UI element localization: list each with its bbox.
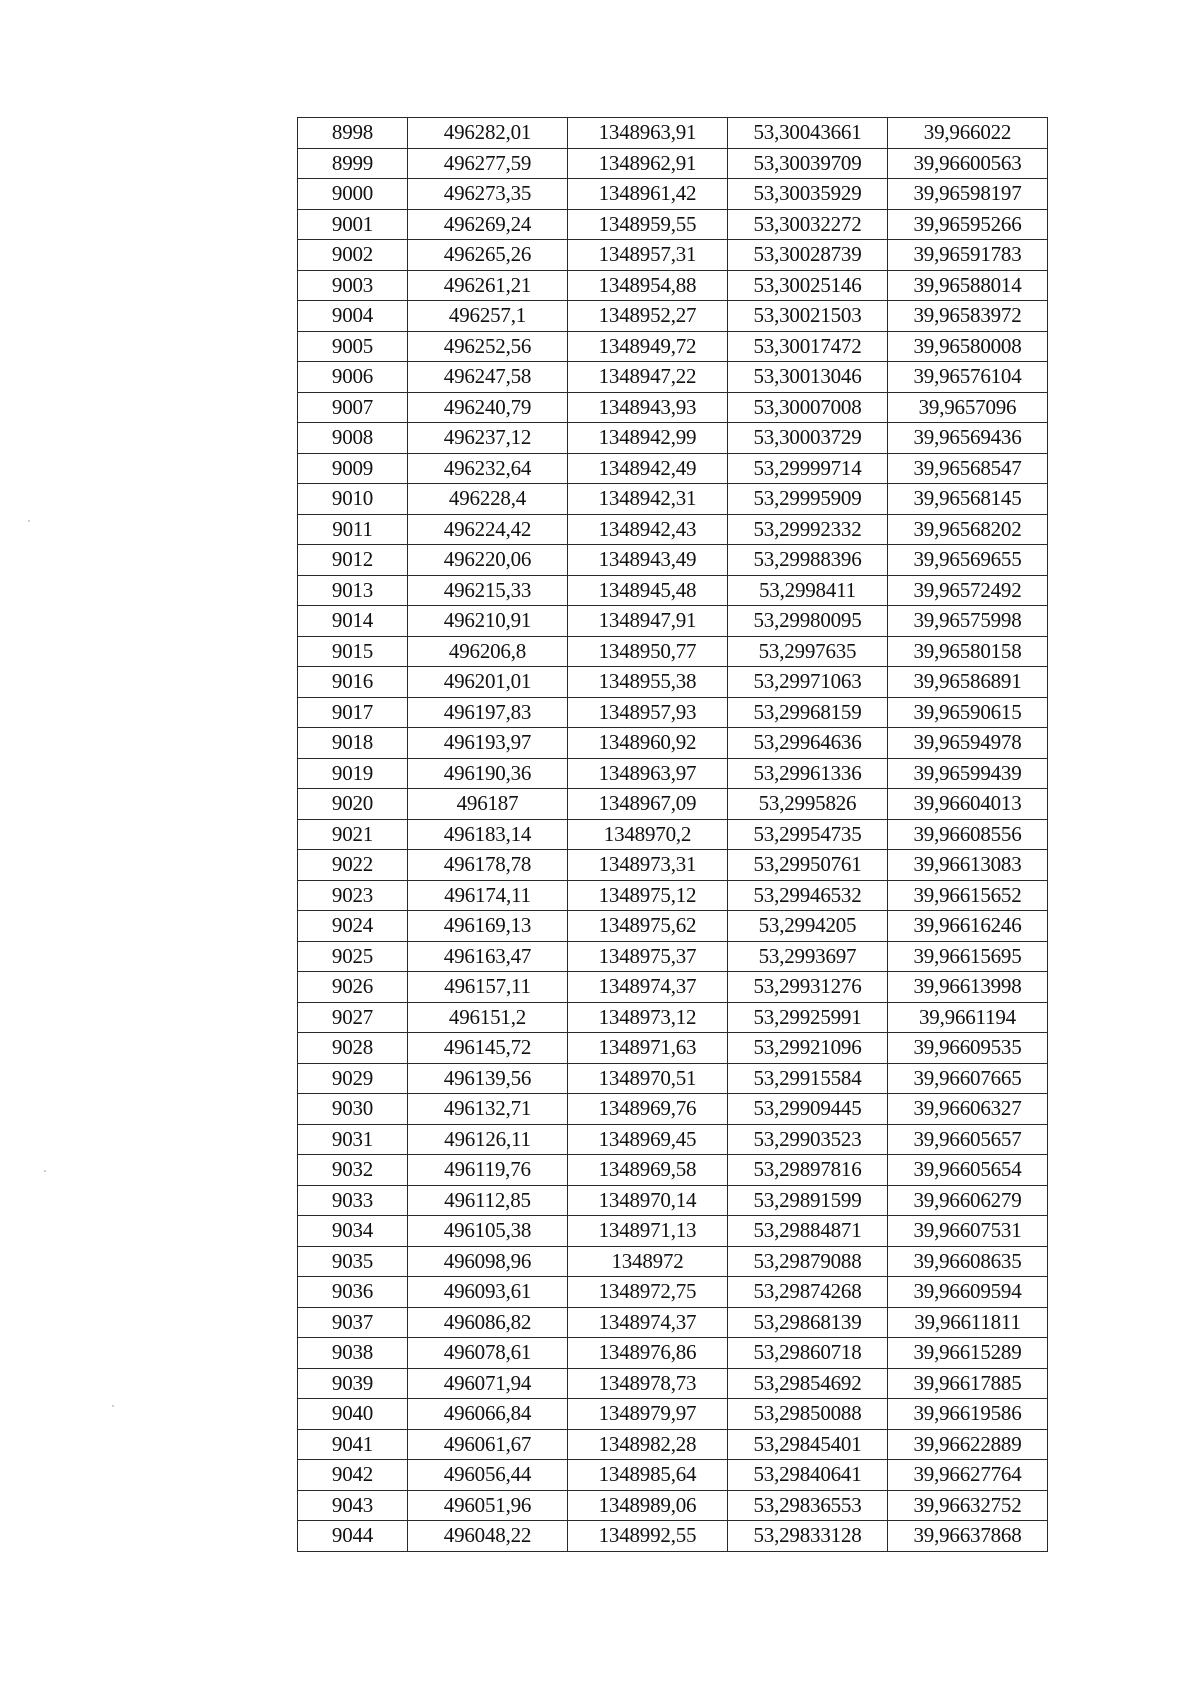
latitude-cell: 53,29874268 [728,1277,888,1308]
y-coordinate-cell: 1348972 [568,1246,728,1277]
longitude-cell: 39,96632752 [888,1490,1048,1521]
point-number-cell: 9033 [298,1185,408,1216]
latitude-cell: 53,29971063 [728,667,888,698]
point-number-cell: 9000 [298,179,408,210]
longitude-cell: 39,96568547 [888,453,1048,484]
x-coordinate-cell: 496224,42 [408,514,568,545]
y-coordinate-cell: 1348955,38 [568,667,728,698]
x-coordinate-cell: 496098,96 [408,1246,568,1277]
point-number-cell: 9011 [298,514,408,545]
point-number-cell: 9004 [298,301,408,332]
x-coordinate-cell: 496240,79 [408,392,568,423]
point-number-cell: 9023 [298,880,408,911]
point-number-cell: 9012 [298,545,408,576]
scan-speck [112,1405,114,1407]
x-coordinate-cell: 496145,72 [408,1033,568,1064]
table-row [298,1185,1048,1216]
point-number-cell: 9042 [298,1460,408,1491]
longitude-cell: 39,96572492 [888,575,1048,606]
table-row [298,240,1048,271]
longitude-cell: 39,96569655 [888,545,1048,576]
y-coordinate-cell: 1348975,12 [568,880,728,911]
y-coordinate-cell: 1348969,76 [568,1094,728,1125]
longitude-cell: 39,96609535 [888,1033,1048,1064]
table-row [298,1399,1048,1430]
x-coordinate-cell: 496193,97 [408,728,568,759]
x-coordinate-cell: 496237,12 [408,423,568,454]
table-row [298,697,1048,728]
y-coordinate-cell: 1348954,88 [568,270,728,301]
point-number-cell: 9027 [298,1002,408,1033]
x-coordinate-cell: 496247,58 [408,362,568,393]
point-number-cell: 9001 [298,209,408,240]
latitude-cell: 53,2998411 [728,575,888,606]
y-coordinate-cell: 1348985,64 [568,1460,728,1491]
latitude-cell: 53,29850088 [728,1399,888,1430]
longitude-cell: 39,96616246 [888,911,1048,942]
y-coordinate-cell: 1348945,48 [568,575,728,606]
latitude-cell: 53,29999714 [728,453,888,484]
latitude-cell: 53,29950761 [728,850,888,881]
point-number-cell: 9038 [298,1338,408,1369]
table-row [298,1246,1048,1277]
table-row [298,575,1048,606]
point-number-cell: 9010 [298,484,408,515]
latitude-cell: 53,29921096 [728,1033,888,1064]
x-coordinate-cell: 496169,13 [408,911,568,942]
y-coordinate-cell: 1348962,91 [568,148,728,179]
table-row [298,1155,1048,1186]
point-number-cell: 9014 [298,606,408,637]
latitude-cell: 53,30035929 [728,179,888,210]
table-row [298,941,1048,972]
y-coordinate-cell: 1348942,49 [568,453,728,484]
y-coordinate-cell: 1348947,22 [568,362,728,393]
point-number-cell: 9024 [298,911,408,942]
latitude-cell: 53,30032272 [728,209,888,240]
y-coordinate-cell: 1348971,13 [568,1216,728,1247]
x-coordinate-cell: 496157,11 [408,972,568,1003]
point-number-cell: 9019 [298,758,408,789]
latitude-cell: 53,30007008 [728,392,888,423]
longitude-cell: 39,96611811 [888,1307,1048,1338]
x-coordinate-cell: 496252,56 [408,331,568,362]
table-row [298,179,1048,210]
table-row [298,1429,1048,1460]
x-coordinate-cell: 496201,01 [408,667,568,698]
y-coordinate-cell: 1348949,72 [568,331,728,362]
table-row [298,1216,1048,1247]
point-number-cell: 9035 [298,1246,408,1277]
point-number-cell: 9028 [298,1033,408,1064]
y-coordinate-cell: 1348974,37 [568,972,728,1003]
longitude-cell: 39,96605657 [888,1124,1048,1155]
x-coordinate-cell: 496078,61 [408,1338,568,1369]
table-row [298,545,1048,576]
longitude-cell: 39,96599439 [888,758,1048,789]
longitude-cell: 39,96606279 [888,1185,1048,1216]
latitude-cell: 53,30039709 [728,148,888,179]
x-coordinate-cell: 496163,47 [408,941,568,972]
latitude-cell: 53,29833128 [728,1521,888,1552]
longitude-cell: 39,966022 [888,118,1048,149]
x-coordinate-cell: 496261,21 [408,270,568,301]
latitude-cell: 53,29840641 [728,1460,888,1491]
y-coordinate-cell: 1348943,49 [568,545,728,576]
latitude-cell: 53,30028739 [728,240,888,271]
longitude-cell: 39,96568202 [888,514,1048,545]
x-coordinate-cell: 496151,2 [408,1002,568,1033]
y-coordinate-cell: 1348979,97 [568,1399,728,1430]
table-row [298,819,1048,850]
longitude-cell: 39,96594978 [888,728,1048,759]
table-row [298,789,1048,820]
table-row [298,1033,1048,1064]
longitude-cell: 39,96619586 [888,1399,1048,1430]
table-row [298,301,1048,332]
latitude-cell: 53,30003729 [728,423,888,454]
point-number-cell: 9034 [298,1216,408,1247]
table-row [298,1094,1048,1125]
coordinates-table-body [298,118,1048,1552]
x-coordinate-cell: 496187 [408,789,568,820]
point-number-cell: 9029 [298,1063,408,1094]
y-coordinate-cell: 1348969,45 [568,1124,728,1155]
y-coordinate-cell: 1348942,43 [568,514,728,545]
longitude-cell: 39,96580158 [888,636,1048,667]
table-row [298,1521,1048,1552]
x-coordinate-cell: 496178,78 [408,850,568,881]
longitude-cell: 39,96607665 [888,1063,1048,1094]
point-number-cell: 9016 [298,667,408,698]
latitude-cell: 53,29868139 [728,1307,888,1338]
y-coordinate-cell: 1348959,55 [568,209,728,240]
x-coordinate-cell: 496183,14 [408,819,568,850]
y-coordinate-cell: 1348970,51 [568,1063,728,1094]
x-coordinate-cell: 496220,06 [408,545,568,576]
table-row [298,880,1048,911]
scan-speck [44,1170,46,1172]
table-row [298,728,1048,759]
table-row [298,850,1048,881]
latitude-cell: 53,29925991 [728,1002,888,1033]
longitude-cell: 39,96600563 [888,148,1048,179]
table-row [298,1063,1048,1094]
y-coordinate-cell: 1348974,37 [568,1307,728,1338]
point-number-cell: 9008 [298,423,408,454]
latitude-cell: 53,29845401 [728,1429,888,1460]
x-coordinate-cell: 496265,26 [408,240,568,271]
latitude-cell: 53,29836553 [728,1490,888,1521]
latitude-cell: 53,29909445 [728,1094,888,1125]
longitude-cell: 39,96615695 [888,941,1048,972]
point-number-cell: 9015 [298,636,408,667]
table-row [298,636,1048,667]
x-coordinate-cell: 496269,24 [408,209,568,240]
latitude-cell: 53,29931276 [728,972,888,1003]
y-coordinate-cell: 1348975,62 [568,911,728,942]
point-number-cell: 8999 [298,148,408,179]
table-row [298,118,1048,149]
longitude-cell: 39,96569436 [888,423,1048,454]
table-row [298,1460,1048,1491]
longitude-cell: 39,96604013 [888,789,1048,820]
x-coordinate-cell: 496277,59 [408,148,568,179]
y-coordinate-cell: 1348947,91 [568,606,728,637]
y-coordinate-cell: 1348992,55 [568,1521,728,1552]
point-number-cell: 9040 [298,1399,408,1430]
y-coordinate-cell: 1348973,31 [568,850,728,881]
point-number-cell: 9020 [298,789,408,820]
longitude-cell: 39,96627764 [888,1460,1048,1491]
point-number-cell: 9039 [298,1368,408,1399]
table-row [298,606,1048,637]
longitude-cell: 39,96608556 [888,819,1048,850]
longitude-cell: 39,9657096 [888,392,1048,423]
x-coordinate-cell: 496210,91 [408,606,568,637]
table-row [298,331,1048,362]
latitude-cell: 53,29860718 [728,1338,888,1369]
latitude-cell: 53,29988396 [728,545,888,576]
longitude-cell: 39,96598197 [888,179,1048,210]
y-coordinate-cell: 1348963,91 [568,118,728,149]
point-number-cell: 9043 [298,1490,408,1521]
point-number-cell: 9032 [298,1155,408,1186]
table-row [298,1002,1048,1033]
x-coordinate-cell: 496086,82 [408,1307,568,1338]
x-coordinate-cell: 496112,85 [408,1185,568,1216]
longitude-cell: 39,96568145 [888,484,1048,515]
y-coordinate-cell: 1348963,97 [568,758,728,789]
longitude-cell: 39,96580008 [888,331,1048,362]
longitude-cell: 39,96607531 [888,1216,1048,1247]
x-coordinate-cell: 496066,84 [408,1399,568,1430]
latitude-cell: 53,2995826 [728,789,888,820]
table-row [298,362,1048,393]
point-number-cell: 9018 [298,728,408,759]
x-coordinate-cell: 496139,56 [408,1063,568,1094]
table-row [298,484,1048,515]
x-coordinate-cell: 496105,38 [408,1216,568,1247]
y-coordinate-cell: 1348952,27 [568,301,728,332]
longitude-cell: 39,96613998 [888,972,1048,1003]
table-row [298,514,1048,545]
latitude-cell: 53,2997635 [728,636,888,667]
point-number-cell: 9026 [298,972,408,1003]
point-number-cell: 9013 [298,575,408,606]
x-coordinate-cell: 496061,67 [408,1429,568,1460]
longitude-cell: 39,96617885 [888,1368,1048,1399]
latitude-cell: 53,29968159 [728,697,888,728]
point-number-cell: 9006 [298,362,408,393]
table-row [298,1490,1048,1521]
y-coordinate-cell: 1348942,31 [568,484,728,515]
x-coordinate-cell: 496190,36 [408,758,568,789]
table-row [298,1307,1048,1338]
y-coordinate-cell: 1348942,99 [568,423,728,454]
latitude-cell: 53,29946532 [728,880,888,911]
longitude-cell: 39,96606327 [888,1094,1048,1125]
y-coordinate-cell: 1348976,86 [568,1338,728,1369]
latitude-cell: 53,29879088 [728,1246,888,1277]
table-row [298,758,1048,789]
table-row [298,1338,1048,1369]
point-number-cell: 9003 [298,270,408,301]
longitude-cell: 39,96591783 [888,240,1048,271]
scan-speck [28,520,30,522]
x-coordinate-cell: 496232,64 [408,453,568,484]
y-coordinate-cell: 1348967,09 [568,789,728,820]
y-coordinate-cell: 1348971,63 [568,1033,728,1064]
x-coordinate-cell: 496071,94 [408,1368,568,1399]
point-number-cell: 9025 [298,941,408,972]
y-coordinate-cell: 1348970,14 [568,1185,728,1216]
latitude-cell: 53,29961336 [728,758,888,789]
table-row [298,972,1048,1003]
point-number-cell: 9041 [298,1429,408,1460]
point-number-cell: 9037 [298,1307,408,1338]
x-coordinate-cell: 496257,1 [408,301,568,332]
longitude-cell: 39,96586891 [888,667,1048,698]
x-coordinate-cell: 496093,61 [408,1277,568,1308]
table-row [298,1368,1048,1399]
point-number-cell: 9007 [298,392,408,423]
latitude-cell: 53,2993697 [728,941,888,972]
table-row [298,392,1048,423]
point-number-cell: 9002 [298,240,408,271]
x-coordinate-cell: 496206,8 [408,636,568,667]
x-coordinate-cell: 496197,83 [408,697,568,728]
longitude-cell: 39,96609594 [888,1277,1048,1308]
latitude-cell: 53,30043661 [728,118,888,149]
longitude-cell: 39,96608635 [888,1246,1048,1277]
x-coordinate-cell: 496273,35 [408,179,568,210]
table-row [298,1124,1048,1155]
y-coordinate-cell: 1348989,06 [568,1490,728,1521]
y-coordinate-cell: 1348957,31 [568,240,728,271]
latitude-cell: 53,30025146 [728,270,888,301]
latitude-cell: 53,29854692 [728,1368,888,1399]
x-coordinate-cell: 496215,33 [408,575,568,606]
x-coordinate-cell: 496126,11 [408,1124,568,1155]
latitude-cell: 53,29995909 [728,484,888,515]
point-number-cell: 9031 [298,1124,408,1155]
y-coordinate-cell: 1348969,58 [568,1155,728,1186]
longitude-cell: 39,96583972 [888,301,1048,332]
longitude-cell: 39,96613083 [888,850,1048,881]
point-number-cell: 9017 [298,697,408,728]
x-coordinate-cell: 496119,76 [408,1155,568,1186]
latitude-cell: 53,29897816 [728,1155,888,1186]
table-row [298,209,1048,240]
point-number-cell: 9044 [298,1521,408,1552]
longitude-cell: 39,96595266 [888,209,1048,240]
latitude-cell: 53,30013046 [728,362,888,393]
table-row [298,423,1048,454]
latitude-cell: 53,29980095 [728,606,888,637]
y-coordinate-cell: 1348978,73 [568,1368,728,1399]
x-coordinate-cell: 496228,4 [408,484,568,515]
latitude-cell: 53,29903523 [728,1124,888,1155]
y-coordinate-cell: 1348961,42 [568,179,728,210]
point-number-cell: 9030 [298,1094,408,1125]
latitude-cell: 53,30021503 [728,301,888,332]
point-number-cell: 9021 [298,819,408,850]
longitude-cell: 39,96615652 [888,880,1048,911]
y-coordinate-cell: 1348957,93 [568,697,728,728]
longitude-cell: 39,96637868 [888,1521,1048,1552]
longitude-cell: 39,96605654 [888,1155,1048,1186]
y-coordinate-cell: 1348972,75 [568,1277,728,1308]
latitude-cell: 53,2994205 [728,911,888,942]
y-coordinate-cell: 1348960,92 [568,728,728,759]
longitude-cell: 39,96622889 [888,1429,1048,1460]
table-row [298,667,1048,698]
y-coordinate-cell: 1348950,77 [568,636,728,667]
y-coordinate-cell: 1348973,12 [568,1002,728,1033]
longitude-cell: 39,96590615 [888,697,1048,728]
table-row [298,1277,1048,1308]
coordinates-table [297,117,1048,1552]
latitude-cell: 53,30017472 [728,331,888,362]
x-coordinate-cell: 496056,44 [408,1460,568,1491]
x-coordinate-cell: 496048,22 [408,1521,568,1552]
table-row [298,270,1048,301]
longitude-cell: 39,96615289 [888,1338,1048,1369]
point-number-cell: 8998 [298,118,408,149]
latitude-cell: 53,29884871 [728,1216,888,1247]
longitude-cell: 39,96576104 [888,362,1048,393]
longitude-cell: 39,9661194 [888,1002,1048,1033]
point-number-cell: 9022 [298,850,408,881]
x-coordinate-cell: 496282,01 [408,118,568,149]
longitude-cell: 39,96575998 [888,606,1048,637]
x-coordinate-cell: 496051,96 [408,1490,568,1521]
y-coordinate-cell: 1348982,28 [568,1429,728,1460]
latitude-cell: 53,29964636 [728,728,888,759]
table-row [298,148,1048,179]
latitude-cell: 53,29891599 [728,1185,888,1216]
longitude-cell: 39,96588014 [888,270,1048,301]
point-number-cell: 9036 [298,1277,408,1308]
y-coordinate-cell: 1348943,93 [568,392,728,423]
x-coordinate-cell: 496174,11 [408,880,568,911]
y-coordinate-cell: 1348970,2 [568,819,728,850]
table-row [298,453,1048,484]
y-coordinate-cell: 1348975,37 [568,941,728,972]
table-row [298,911,1048,942]
latitude-cell: 53,29992332 [728,514,888,545]
latitude-cell: 53,29954735 [728,819,888,850]
x-coordinate-cell: 496132,71 [408,1094,568,1125]
latitude-cell: 53,29915584 [728,1063,888,1094]
point-number-cell: 9005 [298,331,408,362]
point-number-cell: 9009 [298,453,408,484]
